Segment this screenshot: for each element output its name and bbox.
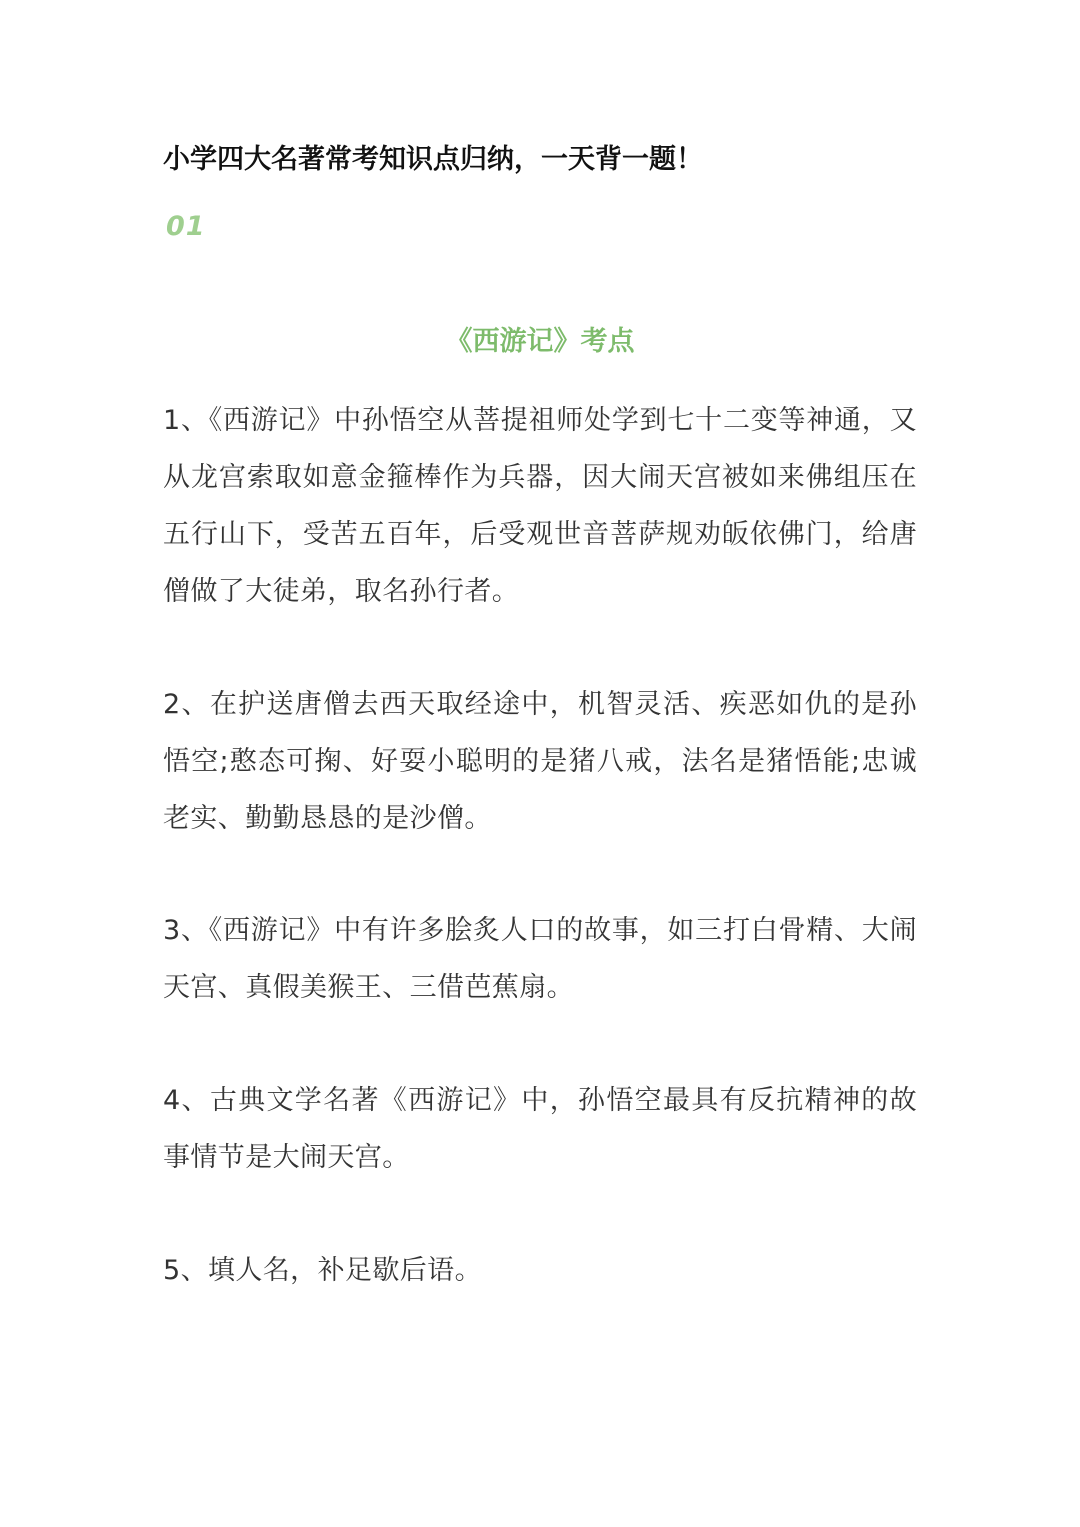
knowledge-point-2: 2、在护送唐僧去西天取经途中，机智灵活、疾恶如仇的是孙悟空;憨态可掬、好耍小聪明的是猪八戒，法名是猪悟能;忠诚老实、勤勤恳恳的是沙僧。 (163, 689, 917, 834)
knowledge-point-5: 5、填人名，补足歇后语。 (163, 1255, 482, 1286)
section-heading: 《西游记》考点 (445, 326, 635, 357)
knowledge-point-3: 3、《西游记》中有许多脍炙人口的故事，如三打白骨精、大闹天宫、真假美猴王、三借芭蕉扇。 (163, 915, 917, 1003)
section-number: 01 (166, 211, 206, 242)
document-title: 小学四大名著常考知识点归纳，一天背一题！ (163, 144, 703, 175)
knowledge-point-4: 4、古典文学名著《西游记》中，孙悟空最具有反抗精神的故事情节是大闹天宫。 (163, 1085, 917, 1173)
knowledge-point-1: 1、《西游记》中孙悟空从菩提祖师处学到七十二变等神通，又从龙宫索取如意金箍棒作为兵器，因大闹天宫被如来佛组压在五行山下，受苦五百年，后受观世音菩萨规劝皈依佛门，给唐僧做了大徒弟，取名孙行者。 (163, 405, 917, 607)
